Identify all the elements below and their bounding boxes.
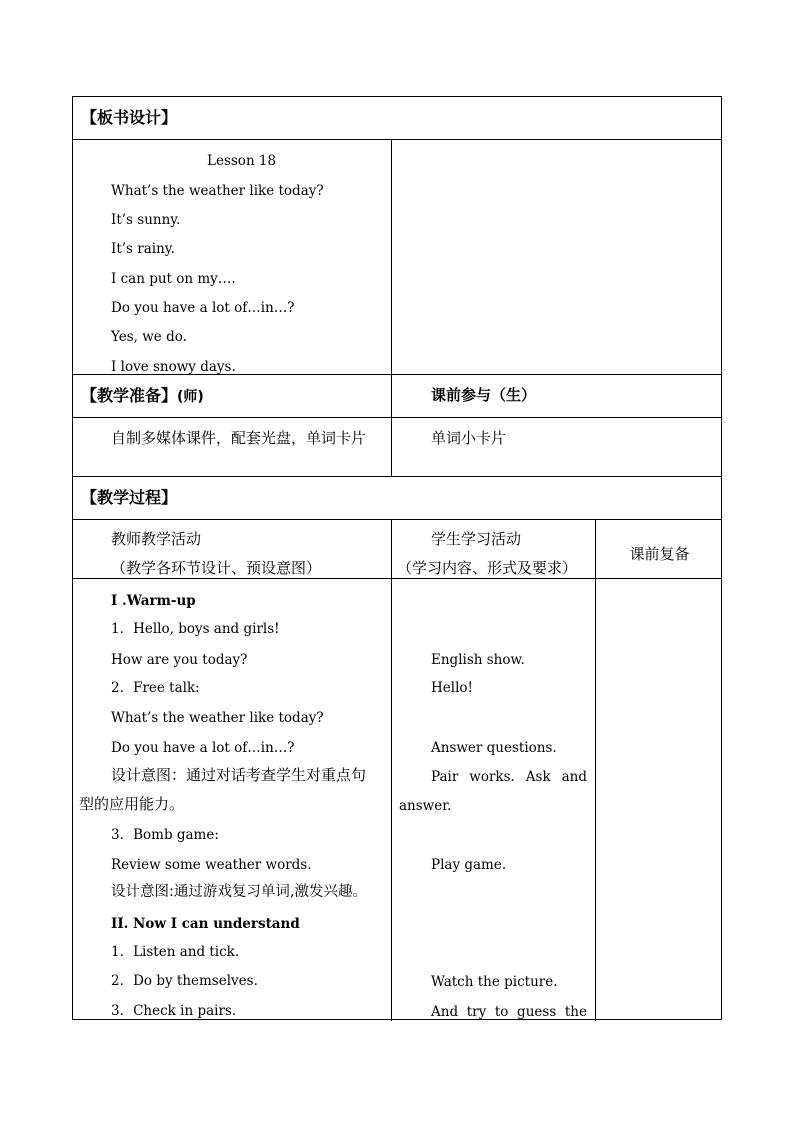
preparation-teacher-heading (81, 387, 204, 406)
design-intent-text: 型的应用能力。 (79, 795, 185, 813)
board-line: Lesson 18 (207, 153, 277, 169)
teacher-preparation-items: 自制多媒体课件，配套光盘，单词卡片 (111, 429, 367, 447)
column-divider (391, 139, 392, 476)
design-intent-text: 设计意图：通过对话考查学生对重点句 (111, 766, 367, 784)
board-line: It’s rainy. (111, 241, 175, 257)
student-line: Hello! (431, 680, 473, 696)
teacher-activity-subtitle: （教学各环节设计、预设意图） (111, 559, 322, 577)
preparation-heading-suffix: (师) (177, 389, 204, 405)
teacher-line: 2．Free talk: (111, 680, 200, 696)
process-heading: 【教学过程】 (81, 488, 178, 507)
student-preparation-items: 单词小卡片 (431, 429, 507, 447)
row-divider (73, 476, 721, 477)
board-line: I love snowy days. (111, 359, 236, 375)
student-line: And try to guess the (431, 1004, 587, 1020)
row-divider (73, 578, 721, 579)
board-line: Do you have a lot of…in…? (111, 300, 295, 316)
student-line: English show. (431, 652, 525, 668)
teacher-line: Review some weather words. (111, 857, 312, 873)
teacher-line: Do you have a lot of…in…? (111, 740, 295, 756)
teacher-line: 2．Do by themselves. (111, 973, 258, 989)
student-line: Watch the picture. (431, 974, 558, 990)
student-line: Pair works. Ask and (431, 769, 587, 785)
preparation-student-heading: 课前参与（生） (431, 386, 537, 404)
lesson-plan-table (72, 96, 722, 1020)
teacher-activity-title: 教师教学活动 (111, 530, 202, 548)
review-column-title: 课前复备 (629, 545, 690, 563)
teacher-line: How are you today? (111, 652, 248, 668)
board-line: I can put on my…. (111, 271, 236, 287)
preparation-heading-bold: 【教学准备】 (81, 386, 178, 405)
board-line: What’s the weather like today? (111, 183, 324, 199)
teacher-line: 3．Check in pairs. (111, 1003, 237, 1019)
warmup-heading: I .Warm-up (111, 593, 196, 609)
student-activity-title: 学生学习活动 (431, 530, 522, 548)
teacher-line: 3．Bomb game: (111, 827, 219, 843)
student-activity-subtitle: （学习内容、形式及要求） (397, 559, 578, 577)
teacher-line: 1．Listen and tick. (111, 944, 240, 960)
teacher-line: What’s the weather like today? (111, 710, 324, 726)
student-line: answer. (399, 798, 452, 814)
design-intent-text: 设计意图:通过游戏复习单词,激发兴趣。 (111, 884, 367, 900)
teacher-line: 1．Hello, boys and girls! (111, 621, 280, 637)
row-divider (73, 139, 721, 140)
board-line: It’s sunny. (111, 212, 181, 228)
column-divider (391, 519, 392, 1021)
column-divider (595, 519, 596, 1021)
board-design-heading: 【板书设计】 (81, 108, 178, 127)
student-line: Play game. (431, 857, 507, 873)
board-line: Yes, we do. (111, 329, 187, 345)
student-line: Answer questions. (431, 740, 557, 756)
row-divider (73, 417, 721, 418)
section-heading: II. Now I can understand (111, 916, 300, 932)
row-divider (73, 519, 721, 520)
